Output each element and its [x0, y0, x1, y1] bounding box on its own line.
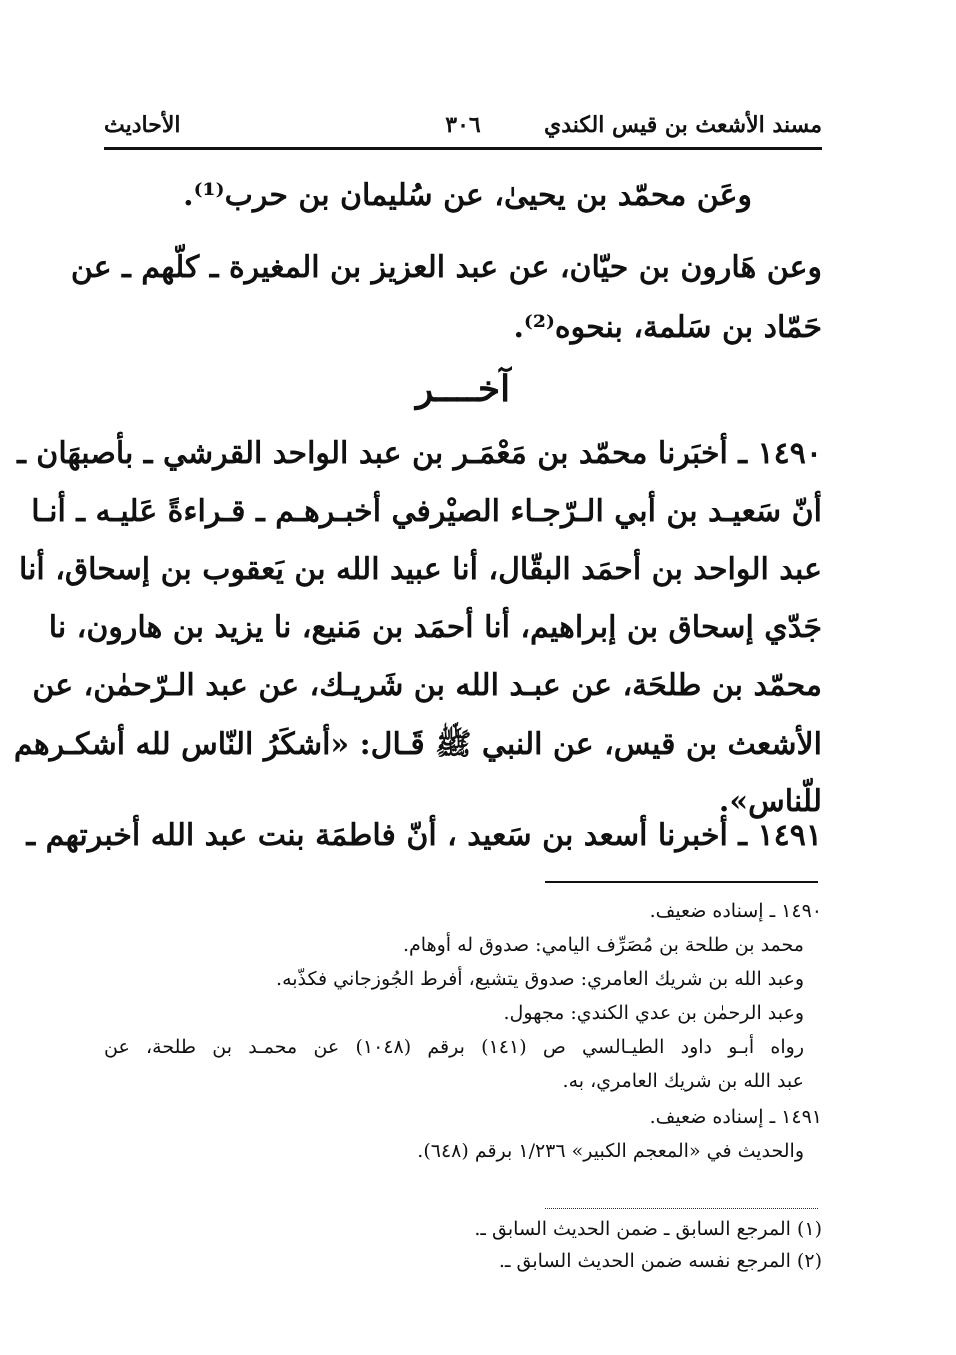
note-line: والحديث في «المعجم الكبير» ١/٢٣٦ برقم (٦٤٨). — [417, 1140, 804, 1162]
book-title: مسند الأشعث بن قيس الكندي — [544, 112, 822, 138]
note-line: وعبد الرحمٰن بن عدي الكندي: مجهول. — [503, 1002, 804, 1024]
text-line: حَمّاد بن سَلمة، بنحوه⁽²⁾. — [513, 310, 822, 345]
section-title: الأحاديث — [104, 112, 181, 138]
page-number: ٣٠٦ — [445, 112, 481, 138]
hadith-1490-line: الأشعث بن قيس، عن النبي ﷺ قَـال: «أشكَرُ النّاس لله أشكـرهم — [13, 727, 822, 762]
note-line: ١٤٩١ ـ إسناده ضعيف. — [649, 1106, 822, 1128]
text-line: وعَن محمّد بن يحيىٰ، عن سُليمان بن حرب⁽¹⁾. — [183, 178, 752, 213]
text-line: وعن هَارون بن حيّان، عن عبد العزيز بن المغيرة ـ كلّهم ـ عن — [70, 250, 822, 285]
hadith-1490-line: ١٤٩٠ ـ أخبَرنا محمّد بن مَعْمَـر بن عبد الواحد القرشي ـ بأصبهَان ـ — [17, 436, 822, 471]
header-rule — [104, 147, 822, 150]
notes-block — [104, 900, 822, 1200]
hadith-1491-line: ١٤٩١ ـ أخبرنا أسعد بن سَعيد ، أنّ فاطمَة بنت عبد الله أخبرتهم ـ — [26, 818, 822, 853]
hadith-1490-line: عبد الواحد بن أحمَد البقّال، أنا عبيد الله بن يَعقوب بن إسحاق، أنا — [18, 552, 822, 587]
note-line: وعبد الله بن شريك العامري: صدوق يتشيع، أفرط الجُوزجاني فكذّبه. — [276, 968, 804, 990]
hadith-1490-line: محمّد بن طلحَة، عن عبـد الله بن شَريـك، عن عبد الـرّحمٰن، عن — [32, 668, 822, 703]
main-text — [13, 178, 822, 878]
note-line: ١٤٩٠ ـ إسناده ضعيف. — [649, 900, 822, 922]
footnote-line: (١) المرجع السابق ـ ضمن الحديث السابق ـ. — [474, 1218, 822, 1240]
section-heading: آخــــر — [415, 368, 511, 410]
hadith-1490-line: جَدّي إسحاق بن إبراهيم، أنا أحمَد بن مَنيع، نا يزيد بن هارون، نا — [48, 610, 822, 645]
note-line: عبد الله بن شريك العامري، به. — [562, 1070, 804, 1092]
notes-rule — [545, 881, 818, 883]
note-line: رواه أبـو داود الطيـالسي ص (١٤١) برقم (١٠٤٨) عن محمـد بن طلحة، عن — [104, 1036, 804, 1058]
footnotes-block — [104, 1218, 822, 1288]
footnote-line: (٢) المرجع نفسه ضمن الحديث السابق ـ. — [498, 1250, 822, 1272]
page-header — [104, 106, 822, 146]
hadith-1490-line: أنّ سَعيـد بن أبي الـرّجـاء الصيْرفي أخبـرهـم ـ قـراءةً عَليـه ـ أنـا — [31, 494, 822, 529]
footnotes-rule — [545, 1208, 818, 1209]
note-line: محمد بن طلحة بن مُصَرِّف اليامي: صدوق له أوهام. — [403, 934, 804, 956]
hadith-1490-line: للّناس». — [718, 784, 822, 819]
